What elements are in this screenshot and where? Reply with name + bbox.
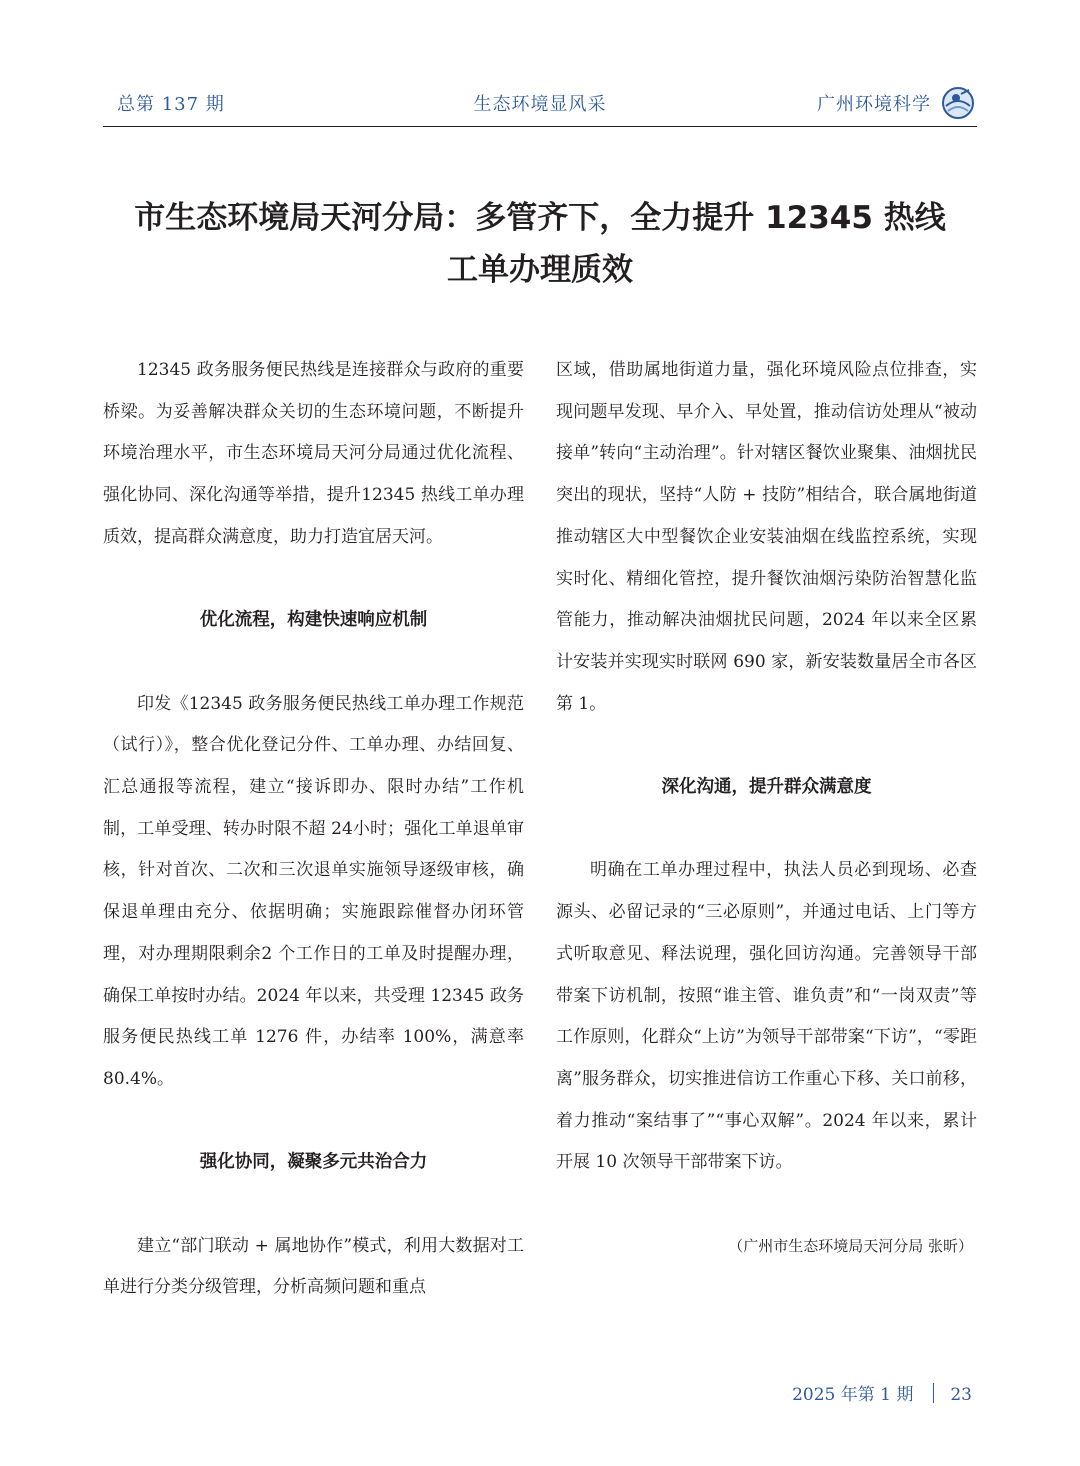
article-title bbox=[100, 192, 980, 296]
text-line: 相结合，联合属地街道推动辖区大中型餐饮企业安 bbox=[556, 485, 977, 547]
text-line: 必查源头、必留记录的“三必原则”，并通过电话、 bbox=[556, 860, 978, 923]
header-journal-name: 广州环境科学 bbox=[817, 94, 931, 115]
text-line: 建立“部门联动 + 属地协作”模式，利用大数 bbox=[137, 1235, 473, 1256]
text-line: 印发《12345 政务服务便民热线工单办理工作 bbox=[137, 693, 490, 714]
text-line: 打造宜居天河。 bbox=[324, 526, 443, 547]
paragraph-optimize-process bbox=[103, 684, 524, 1101]
journal-logo-icon bbox=[941, 86, 975, 120]
text-line: 上门等方式听取意见、释法说理，强化回访沟通。 bbox=[556, 902, 977, 964]
text-line: 明确；实施跟踪催督办闭环管理，对办理期限剩余 bbox=[103, 902, 525, 964]
article-title-line-2: 工单办理质效 bbox=[447, 252, 633, 288]
right-column bbox=[556, 350, 977, 1267]
author-attribution: （广州市生态环境局天河分局 张昕） bbox=[728, 1236, 973, 1255]
text-line: 2 个工作日的工单及时提醒办理，确保工单按时办 bbox=[103, 943, 524, 1006]
text-line: 装油烟在线监控系统，实现实时化、精细化管控， bbox=[556, 526, 978, 589]
text-line: 退单实施领导逐级审核，确保退单理由充分、依据 bbox=[103, 860, 525, 923]
footer-issue: 2025 年第 1 期 bbox=[792, 1385, 914, 1405]
text-line: 12345 热线工单办理质效，提高群众满意度，助力 bbox=[103, 485, 525, 547]
text-line: “案结事了”“事心双解”。2024 年以来，累计 bbox=[626, 1110, 978, 1131]
text-line: 责”和“一岗双责”等工作原则，化群众“上访” bbox=[556, 985, 977, 1048]
text-line: 实现问题早发现、早介入、早处置，推动信访处理 bbox=[556, 360, 977, 422]
header-section-name: 生态环境显风采 bbox=[473, 94, 607, 115]
text-line: 小时；强化工单退单审核，针对首次、二次和三次 bbox=[103, 818, 524, 881]
intro-paragraph bbox=[103, 350, 524, 559]
left-column bbox=[103, 350, 524, 1309]
text-line: 切实推进信访工作重心下移、关口前移，着力推动 bbox=[556, 1068, 977, 1131]
text-line: 提升餐饮油烟污染防治智慧化监管能力，推动解决 bbox=[556, 568, 978, 631]
paragraph-deepen-communication bbox=[556, 850, 977, 1184]
running-header bbox=[103, 84, 977, 124]
text-line: 不断提升环境治理水平，市生态环境局天河分局通 bbox=[103, 401, 525, 464]
section-heading-strengthen-coordination: 强化协同，凝聚多元共治合力 bbox=[199, 1152, 428, 1173]
paragraph-strengthen-coordination bbox=[103, 1226, 524, 1309]
page-footer bbox=[792, 1380, 972, 1405]
text-line: 结。2024 年以来，共受理 12345 政务服务便民热 bbox=[103, 985, 525, 1048]
text-line: 线工单 1276 件，办结率 100%，满意率 80.4%。 bbox=[103, 1027, 525, 1089]
text-line: 完善领导干部带案下访机制，按照“谁主管、谁负 bbox=[556, 943, 978, 1006]
footer-separator bbox=[933, 1383, 934, 1403]
text-line: 时办结”工作机制，工单受理、转办时限不超 24 bbox=[103, 777, 524, 839]
text-line: 为领导干部带案“下访”，“零距离”服务群众， bbox=[556, 1027, 978, 1089]
text-line: 据对工单进行分类分级管理，分析高频问题和重点 bbox=[103, 1235, 525, 1298]
text-line: 规范（试行）》，整合优化登记分件、工单办理、 bbox=[103, 693, 525, 756]
text-line: 12345 政务服务便民热线是连接群众与政府的 bbox=[137, 360, 490, 380]
text-line: 开展 10 次领导干部带案下访。 bbox=[556, 1152, 793, 1173]
text-line: 区域，借助属地街道力量，强化环境风险点位排查， bbox=[556, 360, 960, 380]
section-heading-deepen-communication: 深化沟通，提升群众满意度 bbox=[661, 777, 872, 798]
text-line: 过优化流程、强化协同、深化沟通等举措，提升 bbox=[103, 443, 525, 506]
header-issue-number: 总第 137 期 bbox=[117, 94, 225, 115]
paragraph-strengthen-coordination-continued bbox=[556, 350, 977, 725]
text-line: 实时联网 690 家，新安装数量居全市各区第 1。 bbox=[556, 651, 977, 714]
article-title-line-1: 市生态环境局天河分局：多管齐下，全力提升 12345 热线 bbox=[134, 200, 946, 236]
text-line: 明确在工单办理过程中，执法人员必到现场、 bbox=[590, 860, 943, 881]
text-line: 办结回复、汇总通报等流程，建立“接诉即办、限 bbox=[103, 735, 525, 797]
text-line: 业聚集、油烟扰民突出的现状，坚持“人防 + 技防” bbox=[556, 443, 978, 506]
page-number: 23 bbox=[950, 1385, 972, 1405]
text-line: 油烟扰民问题，2024 年以来全区累计安装并实现 bbox=[556, 610, 977, 672]
text-line: 从“被动接单”转向“主动治理”。针对辖区餐饮 bbox=[556, 401, 977, 464]
header-rule bbox=[103, 126, 977, 127]
section-heading-optimize-process: 优化流程，构建快速响应机制 bbox=[199, 610, 428, 631]
text-line: 重要桥梁。为妥善解决群众关切的生态环境问题， bbox=[103, 360, 525, 422]
